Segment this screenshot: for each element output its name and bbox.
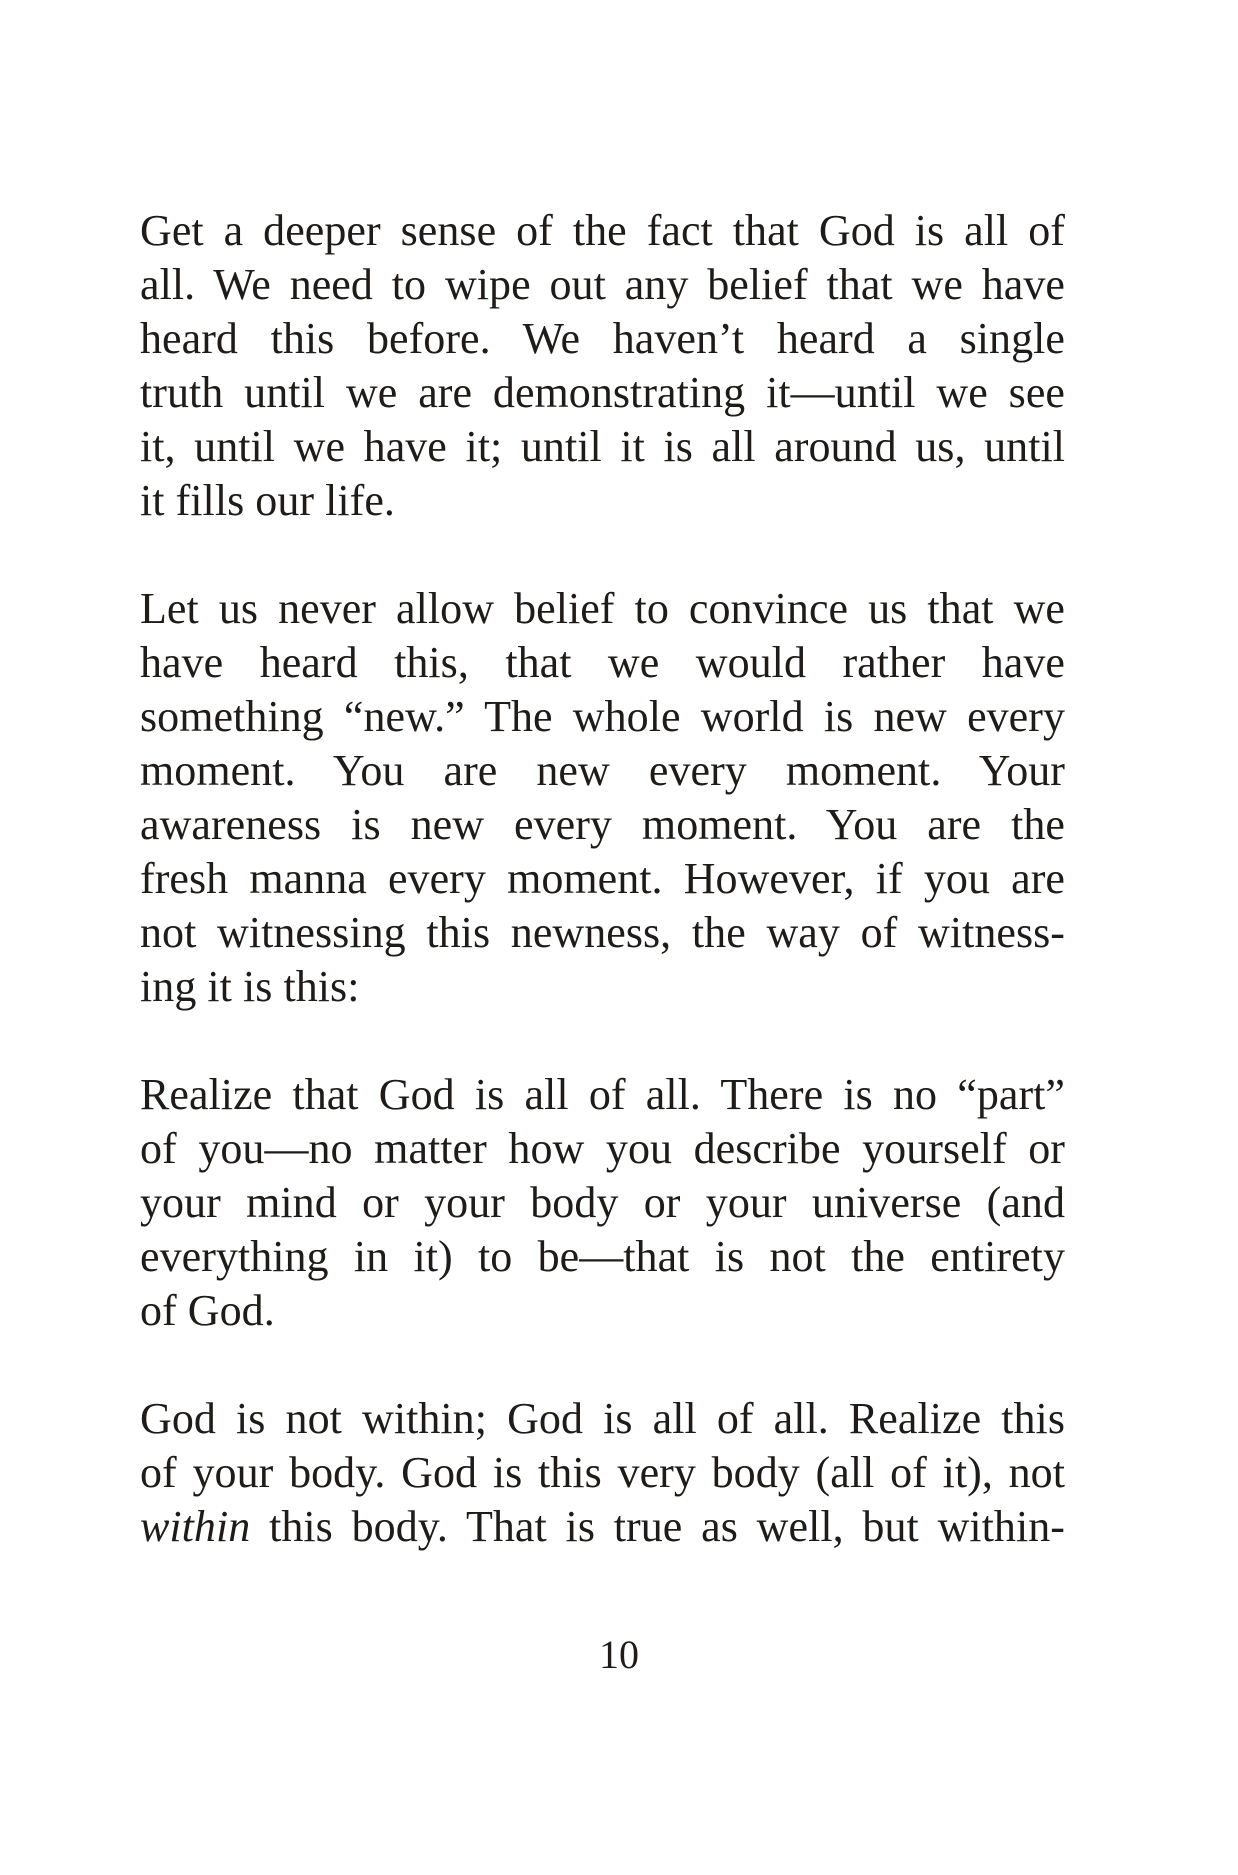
text-line: heard this before. We haven’t heard a single [140, 314, 1065, 363]
text-line: awareness is new every moment. You are the [140, 800, 1065, 849]
text-line: something “new.” The whole world is new every [140, 692, 1065, 741]
text-line: it, until we have it; until it is all around us, until [140, 422, 1065, 471]
text-block [140, 204, 1065, 1608]
text-line: all. We need to wipe out any belief that we have [140, 260, 1065, 309]
paragraph [140, 204, 1065, 528]
text-line: truth until we are demonstrating it—until we see [140, 368, 1065, 417]
text-line: not witnessing this newness, the way of witness- [140, 908, 1065, 957]
text-line: it fills our life. [140, 476, 395, 525]
text-line: Realize that God is all of all. There is no “part” [140, 1070, 1065, 1119]
text-line: of you—no matter how you describe yourself or [140, 1124, 1065, 1173]
text-line: Let us never allow belief to convince us that we [140, 584, 1065, 633]
text-line: your mind or your body or your universe (and [140, 1178, 1065, 1227]
text-line: ing it is this: [140, 962, 360, 1011]
text-line: everything in it) to be—that is not the entirety [140, 1232, 1065, 1281]
paragraph [140, 582, 1065, 1014]
text-line: of God. [140, 1286, 275, 1335]
text-line: Get a deeper sense of the fact that God is all of [140, 206, 1065, 255]
text-line: have heard this, that we would rather have [140, 638, 1065, 687]
text-line: of your body. God is this very body (all of it), not [140, 1448, 1065, 1497]
page-number: 10 [599, 1632, 639, 1677]
text-line: fresh manna every moment. However, if you are [140, 854, 1065, 903]
paragraph [140, 1068, 1065, 1338]
paragraph [140, 1392, 1065, 1554]
text-line: within this body. That is true as well, but within- [140, 1502, 1065, 1551]
italic-text: within [140, 1502, 251, 1551]
text-line: God is not within; God is all of all. Realize this [140, 1394, 1065, 1443]
text-line: moment. You are new every moment. Your [140, 746, 1065, 795]
